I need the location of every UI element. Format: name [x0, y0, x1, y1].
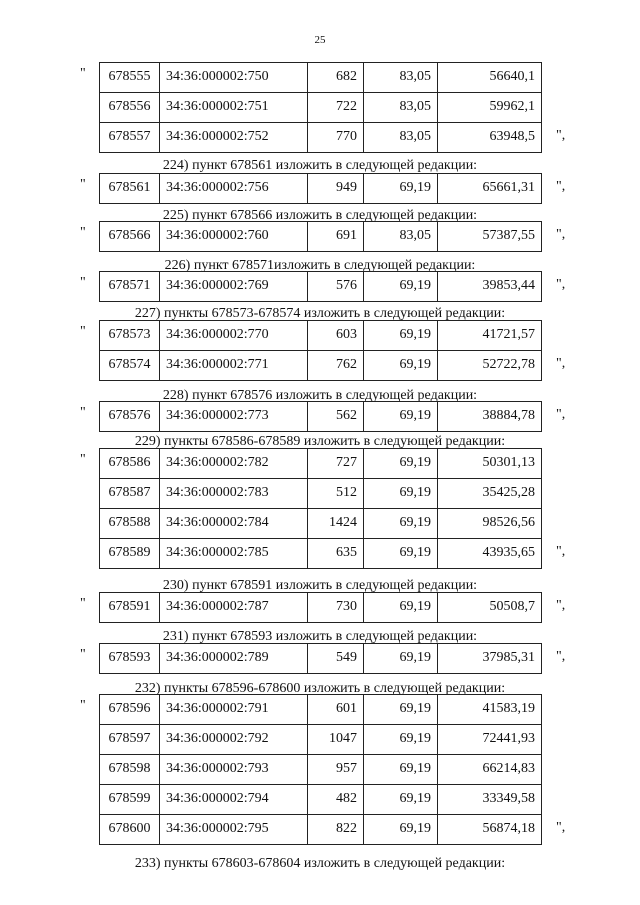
- lot-number-cell: 678587: [100, 479, 160, 509]
- lot-table: [99, 592, 542, 623]
- table-row: [100, 695, 542, 725]
- amendment-heading: 225) пункт 678566 изложить в следующей редакции:: [162, 208, 478, 223]
- area-cell: 603: [308, 321, 364, 351]
- lot-number-cell: 678598: [100, 755, 160, 785]
- rate-cell: 69,19: [364, 272, 438, 302]
- area-cell: 601: [308, 695, 364, 725]
- amendment-heading: 232) пункты 678596-678600 изложить в следующей редакции:: [134, 681, 506, 696]
- amount-cell: 52722,78: [438, 351, 542, 381]
- cadastral-number-cell: 34:36:000002:794: [160, 785, 308, 815]
- closing-quote: ",: [556, 179, 566, 194]
- cadastral-number-cell: 34:36:000002:793: [160, 755, 308, 785]
- cadastral-number-cell: 34:36:000002:760: [160, 222, 308, 252]
- lot-number-cell: 678600: [100, 815, 160, 845]
- rate-cell: 69,19: [364, 815, 438, 845]
- amount-cell: 39853,44: [438, 272, 542, 302]
- closing-quote: ",: [556, 820, 566, 835]
- opening-quote: ": [80, 66, 86, 81]
- cadastral-number-cell: 34:36:000002:791: [160, 695, 308, 725]
- amount-cell: 33349,58: [438, 785, 542, 815]
- table-row: [100, 272, 542, 302]
- rate-cell: 69,19: [364, 593, 438, 623]
- amendment-heading: 233) пункты 678603-678604 изложить в следующей редакции:: [134, 856, 506, 871]
- rate-cell: 83,05: [364, 123, 438, 153]
- amount-cell: 56640,1: [438, 63, 542, 93]
- area-cell: 762: [308, 351, 364, 381]
- amendment-heading: 231) пункт 678593 изложить в следующей редакции:: [162, 629, 478, 644]
- amendment-heading: 228) пункт 678576 изложить в следующей редакции:: [162, 388, 478, 403]
- opening-quote: ": [80, 452, 86, 467]
- cadastral-number-cell: 34:36:000002:750: [160, 63, 308, 93]
- cadastral-number-cell: 34:36:000002:789: [160, 644, 308, 674]
- table-row: [100, 174, 542, 204]
- cadastral-number-cell: 34:36:000002:782: [160, 449, 308, 479]
- table-row: [100, 755, 542, 785]
- closing-quote: ",: [556, 544, 566, 559]
- area-cell: 482: [308, 785, 364, 815]
- lot-table: [99, 448, 542, 569]
- lot-table: [99, 320, 542, 381]
- lot-number-cell: 678597: [100, 725, 160, 755]
- rate-cell: 69,19: [364, 695, 438, 725]
- rate-cell: 69,19: [364, 755, 438, 785]
- table-row: [100, 644, 542, 674]
- table-row: [100, 593, 542, 623]
- amendment-heading: 224) пункт 678561 изложить в следующей редакции:: [162, 158, 478, 173]
- cadastral-number-cell: 34:36:000002:771: [160, 351, 308, 381]
- amount-cell: 63948,5: [438, 123, 542, 153]
- amount-cell: 57387,55: [438, 222, 542, 252]
- lot-table: [99, 401, 542, 432]
- lot-number-cell: 678557: [100, 123, 160, 153]
- lot-table: [99, 271, 542, 302]
- amount-cell: 72441,93: [438, 725, 542, 755]
- cadastral-number-cell: 34:36:000002:773: [160, 402, 308, 432]
- lot-number-cell: 678593: [100, 644, 160, 674]
- lot-number-cell: 678556: [100, 93, 160, 123]
- amount-cell: 35425,28: [438, 479, 542, 509]
- lot-number-cell: 678596: [100, 695, 160, 725]
- rate-cell: 69,19: [364, 351, 438, 381]
- table-row: [100, 449, 542, 479]
- opening-quote: ": [80, 225, 86, 240]
- cadastral-number-cell: 34:36:000002:756: [160, 174, 308, 204]
- lot-number-cell: 678589: [100, 539, 160, 569]
- rate-cell: 69,19: [364, 725, 438, 755]
- amount-cell: 65661,31: [438, 174, 542, 204]
- table-row: [100, 539, 542, 569]
- cadastral-number-cell: 34:36:000002:787: [160, 593, 308, 623]
- table-row: [100, 509, 542, 539]
- rate-cell: 69,19: [364, 644, 438, 674]
- amount-cell: 41583,19: [438, 695, 542, 725]
- closing-quote: ",: [556, 277, 566, 292]
- area-cell: 770: [308, 123, 364, 153]
- lot-table: [99, 643, 542, 674]
- area-cell: 691: [308, 222, 364, 252]
- amount-cell: 98526,56: [438, 509, 542, 539]
- cadastral-number-cell: 34:36:000002:784: [160, 509, 308, 539]
- lot-number-cell: 678571: [100, 272, 160, 302]
- closing-quote: ",: [556, 649, 566, 664]
- area-cell: 1047: [308, 725, 364, 755]
- table-row: [100, 222, 542, 252]
- cadastral-number-cell: 34:36:000002:769: [160, 272, 308, 302]
- lot-number-cell: 678576: [100, 402, 160, 432]
- closing-quote: ",: [556, 407, 566, 422]
- lot-table: [99, 62, 542, 153]
- table-row: [100, 63, 542, 93]
- opening-quote: ": [80, 324, 86, 339]
- closing-quote: ",: [556, 356, 566, 371]
- closing-quote: ",: [556, 128, 566, 143]
- amount-cell: 38884,78: [438, 402, 542, 432]
- cadastral-number-cell: 34:36:000002:792: [160, 725, 308, 755]
- amount-cell: 59962,1: [438, 93, 542, 123]
- rate-cell: 69,19: [364, 785, 438, 815]
- amount-cell: 41721,57: [438, 321, 542, 351]
- area-cell: 727: [308, 449, 364, 479]
- table-row: [100, 93, 542, 123]
- area-cell: 822: [308, 815, 364, 845]
- area-cell: 949: [308, 174, 364, 204]
- amendment-heading: 230) пункт 678591 изложить в следующей редакции:: [162, 578, 478, 593]
- opening-quote: ": [80, 275, 86, 290]
- area-cell: 722: [308, 93, 364, 123]
- cadastral-number-cell: 34:36:000002:795: [160, 815, 308, 845]
- area-cell: 576: [308, 272, 364, 302]
- amendment-heading: 229) пункты 678586-678589 изложить в следующей редакции:: [134, 434, 506, 449]
- amount-cell: 50508,7: [438, 593, 542, 623]
- opening-quote: ": [80, 647, 86, 662]
- lot-number-cell: 678588: [100, 509, 160, 539]
- rate-cell: 83,05: [364, 93, 438, 123]
- rate-cell: 69,19: [364, 321, 438, 351]
- lot-number-cell: 678591: [100, 593, 160, 623]
- table-row: [100, 351, 542, 381]
- area-cell: 549: [308, 644, 364, 674]
- lot-table: [99, 173, 542, 204]
- table-row: [100, 402, 542, 432]
- opening-quote: ": [80, 177, 86, 192]
- table-row: [100, 815, 542, 845]
- rate-cell: 69,19: [364, 402, 438, 432]
- amendment-heading: 227) пункты 678573-678574 изложить в следующей редакции:: [134, 306, 506, 321]
- area-cell: 682: [308, 63, 364, 93]
- opening-quote: ": [80, 698, 86, 713]
- cadastral-number-cell: 34:36:000002:751: [160, 93, 308, 123]
- table-row: [100, 725, 542, 755]
- lot-number-cell: 678561: [100, 174, 160, 204]
- cadastral-number-cell: 34:36:000002:783: [160, 479, 308, 509]
- table-row: [100, 785, 542, 815]
- lot-number-cell: 678566: [100, 222, 160, 252]
- area-cell: 562: [308, 402, 364, 432]
- rate-cell: 69,19: [364, 539, 438, 569]
- amount-cell: 37985,31: [438, 644, 542, 674]
- lot-table: [99, 221, 542, 252]
- amount-cell: 66214,83: [438, 755, 542, 785]
- lot-number-cell: 678586: [100, 449, 160, 479]
- cadastral-number-cell: 34:36:000002:785: [160, 539, 308, 569]
- area-cell: 957: [308, 755, 364, 785]
- rate-cell: 69,19: [364, 479, 438, 509]
- amount-cell: 56874,18: [438, 815, 542, 845]
- lot-table: [99, 694, 542, 845]
- area-cell: 512: [308, 479, 364, 509]
- opening-quote: ": [80, 596, 86, 611]
- cadastral-number-cell: 34:36:000002:770: [160, 321, 308, 351]
- rate-cell: 69,19: [364, 509, 438, 539]
- table-row: [100, 123, 542, 153]
- lot-number-cell: 678573: [100, 321, 160, 351]
- rate-cell: 69,19: [364, 174, 438, 204]
- lot-number-cell: 678574: [100, 351, 160, 381]
- closing-quote: ",: [556, 227, 566, 242]
- table-row: [100, 479, 542, 509]
- opening-quote: ": [80, 405, 86, 420]
- rate-cell: 83,05: [364, 63, 438, 93]
- area-cell: 730: [308, 593, 364, 623]
- area-cell: 1424: [308, 509, 364, 539]
- area-cell: 635: [308, 539, 364, 569]
- amount-cell: 50301,13: [438, 449, 542, 479]
- page-number: 25: [314, 34, 326, 46]
- cadastral-number-cell: 34:36:000002:752: [160, 123, 308, 153]
- table-row: [100, 321, 542, 351]
- amount-cell: 43935,65: [438, 539, 542, 569]
- rate-cell: 69,19: [364, 449, 438, 479]
- lot-number-cell: 678555: [100, 63, 160, 93]
- closing-quote: ",: [556, 598, 566, 613]
- amendment-heading: 226) пункт 678571изложить в следующей редакции:: [164, 258, 476, 273]
- rate-cell: 83,05: [364, 222, 438, 252]
- lot-number-cell: 678599: [100, 785, 160, 815]
